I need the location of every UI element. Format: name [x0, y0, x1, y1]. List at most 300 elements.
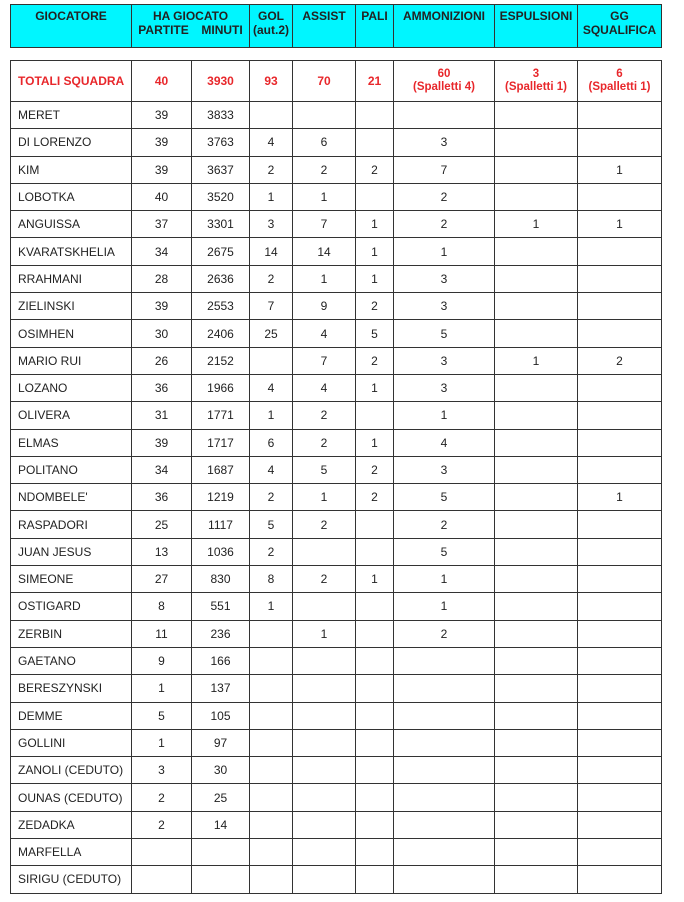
player-yellow: 1: [394, 238, 495, 265]
table-row: [11, 102, 662, 129]
player-minutes: 25: [192, 784, 250, 811]
player-assist: 6: [293, 129, 356, 156]
player-posts: [356, 593, 394, 620]
player-minutes: 1771: [192, 402, 250, 429]
player-yellow: 5: [394, 538, 495, 565]
player-minutes: 14: [192, 811, 250, 838]
player-red: [495, 811, 578, 838]
player-name: RRAHMANI: [11, 265, 132, 292]
player-posts: 2: [356, 347, 394, 374]
totals-yellow-note: (Spalletti 4): [413, 81, 475, 93]
player-minutes: 2553: [192, 293, 250, 320]
col-assist-header: ASSIST: [293, 5, 356, 48]
player-ban: [578, 757, 662, 784]
player-name: POLITANO: [11, 456, 132, 483]
table-row: [11, 839, 662, 866]
player-ban: 1: [578, 211, 662, 238]
player-red: [495, 238, 578, 265]
player-red: [495, 156, 578, 183]
player-goals: 4: [250, 456, 293, 483]
player-posts: [356, 675, 394, 702]
player-posts: 1: [356, 429, 394, 456]
player-minutes: 166: [192, 647, 250, 674]
player-ban: [578, 866, 662, 893]
player-red: [495, 484, 578, 511]
player-assist: [293, 729, 356, 756]
player-matches: 39: [132, 429, 192, 456]
player-yellow: 4: [394, 429, 495, 456]
player-red: [495, 320, 578, 347]
table-row: [11, 538, 662, 565]
player-posts: [356, 647, 394, 674]
player-minutes: 105: [192, 702, 250, 729]
player-posts: 1: [356, 238, 394, 265]
player-posts: [356, 839, 394, 866]
player-ban: [578, 675, 662, 702]
player-assist: 14: [293, 238, 356, 265]
player-minutes: 3833: [192, 102, 250, 129]
player-minutes: 97: [192, 729, 250, 756]
player-posts: [356, 866, 394, 893]
player-ban: [578, 566, 662, 593]
player-yellow: [394, 729, 495, 756]
player-posts: 1: [356, 566, 394, 593]
goals-note: (aut.2): [253, 23, 289, 37]
player-matches: 39: [132, 129, 192, 156]
player-yellow: [394, 647, 495, 674]
player-yellow: [394, 757, 495, 784]
player-yellow: [394, 784, 495, 811]
player-goals: [250, 102, 293, 129]
player-posts: [356, 538, 394, 565]
player-goals: [250, 729, 293, 756]
player-goals: [250, 839, 293, 866]
ban-label: GG: [610, 9, 629, 23]
player-minutes: 1966: [192, 374, 250, 401]
player-goals: 8: [250, 566, 293, 593]
player-assist: 9: [293, 293, 356, 320]
table-row: [11, 484, 662, 511]
player-posts: [356, 511, 394, 538]
player-yellow: 7: [394, 156, 495, 183]
totals-yellow-value: 60: [437, 68, 451, 80]
player-assist: [293, 675, 356, 702]
player-posts: [356, 729, 394, 756]
player-goals: [250, 811, 293, 838]
player-ban: [578, 784, 662, 811]
player-posts: 2: [356, 456, 394, 483]
player-minutes: 830: [192, 566, 250, 593]
player-red: [495, 538, 578, 565]
player-yellow: [394, 102, 495, 129]
table-row: [11, 811, 662, 838]
player-assist: [293, 839, 356, 866]
player-goals: [250, 347, 293, 374]
player-red: [495, 839, 578, 866]
player-assist: 2: [293, 402, 356, 429]
player-name: ZERBIN: [11, 620, 132, 647]
player-name: ANGUISSA: [11, 211, 132, 238]
player-ban: 1: [578, 484, 662, 511]
player-yellow: 1: [394, 402, 495, 429]
table-row: [11, 183, 662, 210]
player-ban: [578, 183, 662, 210]
player-name: NDOMBELE': [11, 484, 132, 511]
player-red: [495, 702, 578, 729]
player-name: OUNAS (CEDUTO): [11, 784, 132, 811]
player-assist: 7: [293, 211, 356, 238]
col-yellow-header: AMMONIZIONI: [394, 5, 495, 48]
table-row: [11, 620, 662, 647]
player-name: DI LORENZO: [11, 129, 132, 156]
player-name: ZANOLI (CEDUTO): [11, 757, 132, 784]
player-matches: 39: [132, 102, 192, 129]
player-goals: 2: [250, 265, 293, 292]
player-red: [495, 293, 578, 320]
player-name: SIMEONE: [11, 566, 132, 593]
player-posts: [356, 784, 394, 811]
player-posts: 2: [356, 156, 394, 183]
player-yellow: 3: [394, 374, 495, 401]
player-matches: 36: [132, 374, 192, 401]
player-goals: 1: [250, 183, 293, 210]
player-matches: 34: [132, 238, 192, 265]
player-posts: [356, 129, 394, 156]
player-red: [495, 757, 578, 784]
player-red: [495, 647, 578, 674]
player-goals: 4: [250, 374, 293, 401]
player-assist: [293, 757, 356, 784]
col-red-header: ESPULSIONI: [495, 5, 578, 48]
player-yellow: [394, 702, 495, 729]
player-name: JUAN JESUS: [11, 538, 132, 565]
player-name: OSTIGARD: [11, 593, 132, 620]
player-goals: 1: [250, 593, 293, 620]
player-red: [495, 374, 578, 401]
player-matches: 1: [132, 675, 192, 702]
player-assist: [293, 538, 356, 565]
player-yellow: 2: [394, 183, 495, 210]
totals-red: [495, 61, 578, 102]
player-matches: 39: [132, 293, 192, 320]
col-ban-header: [578, 5, 662, 48]
player-ban: [578, 293, 662, 320]
stats-table: [10, 60, 662, 894]
totals-ban: [578, 61, 662, 102]
player-assist: [293, 811, 356, 838]
player-minutes: 236: [192, 620, 250, 647]
table-row: [11, 293, 662, 320]
table-row: [11, 729, 662, 756]
player-posts: 5: [356, 320, 394, 347]
player-assist: 1: [293, 484, 356, 511]
player-minutes: 3763: [192, 129, 250, 156]
table-row: [11, 675, 662, 702]
player-red: [495, 129, 578, 156]
player-ban: [578, 402, 662, 429]
player-assist: 4: [293, 320, 356, 347]
player-minutes: 551: [192, 593, 250, 620]
player-name: OSIMHEN: [11, 320, 132, 347]
player-name: OLIVERA: [11, 402, 132, 429]
table-row: [11, 429, 662, 456]
player-matches: [132, 839, 192, 866]
table-row: [11, 593, 662, 620]
table-row: [11, 265, 662, 292]
player-ban: 2: [578, 347, 662, 374]
player-name: MARIO RUI: [11, 347, 132, 374]
player-minutes: 1036: [192, 538, 250, 565]
player-ban: [578, 102, 662, 129]
player-posts: [356, 620, 394, 647]
player-red: [495, 620, 578, 647]
player-name: KVARATSKHELIA: [11, 238, 132, 265]
player-red: [495, 429, 578, 456]
player-matches: 25: [132, 511, 192, 538]
totals-yellow: [394, 61, 495, 102]
player-goals: [250, 702, 293, 729]
table-row: [11, 757, 662, 784]
player-assist: 1: [293, 183, 356, 210]
player-name: MARFELLA: [11, 839, 132, 866]
table-row: [11, 647, 662, 674]
player-yellow: [394, 866, 495, 893]
player-posts: [356, 102, 394, 129]
player-red: [495, 593, 578, 620]
player-red: [495, 456, 578, 483]
player-matches: 3: [132, 757, 192, 784]
player-matches: 5: [132, 702, 192, 729]
totals-ban-note: (Spalletti 1): [588, 81, 651, 93]
player-name: SIRIGU (CEDUTO): [11, 866, 132, 893]
player-minutes: 3637: [192, 156, 250, 183]
player-yellow: 3: [394, 456, 495, 483]
player-matches: 37: [132, 211, 192, 238]
player-posts: [356, 757, 394, 784]
col-goals-header: [250, 5, 293, 48]
player-goals: [250, 757, 293, 784]
player-yellow: 2: [394, 211, 495, 238]
player-yellow: 3: [394, 129, 495, 156]
player-matches: 9: [132, 647, 192, 674]
header-table: [10, 4, 662, 48]
player-matches: 39: [132, 156, 192, 183]
player-red: [495, 265, 578, 292]
table-row: [11, 511, 662, 538]
player-minutes: 137: [192, 675, 250, 702]
player-minutes: 1687: [192, 456, 250, 483]
table-row: [11, 156, 662, 183]
totals-name: TOTALI SQUADRA: [11, 61, 132, 102]
player-yellow: 1: [394, 566, 495, 593]
player-red: [495, 511, 578, 538]
table-row: [11, 702, 662, 729]
player-ban: [578, 620, 662, 647]
player-assist: [293, 702, 356, 729]
player-matches: 13: [132, 538, 192, 565]
table-row: [11, 866, 662, 893]
player-minutes: [192, 866, 250, 893]
player-posts: [356, 183, 394, 210]
player-posts: 2: [356, 293, 394, 320]
player-goals: 5: [250, 511, 293, 538]
ban-label-2: SQUALIFICA: [582, 23, 657, 37]
player-matches: 26: [132, 347, 192, 374]
totals-ban-value: 6: [616, 68, 623, 80]
player-matches: 40: [132, 183, 192, 210]
player-yellow: [394, 811, 495, 838]
totals-red-value: 3: [532, 68, 540, 80]
player-assist: 1: [293, 620, 356, 647]
player-yellow: [394, 839, 495, 866]
player-ban: [578, 729, 662, 756]
player-assist: 2: [293, 156, 356, 183]
player-goals: [250, 620, 293, 647]
played-label: HA GIOCATO: [152, 9, 229, 23]
player-ban: [578, 129, 662, 156]
player-posts: [356, 702, 394, 729]
player-assist: 7: [293, 347, 356, 374]
player-goals: 2: [250, 538, 293, 565]
player-goals: 14: [250, 238, 293, 265]
table-row: [11, 784, 662, 811]
player-red: [495, 729, 578, 756]
table-row: [11, 238, 662, 265]
player-ban: [578, 593, 662, 620]
player-matches: 2: [132, 784, 192, 811]
table-row: [11, 456, 662, 483]
player-yellow: 3: [394, 347, 495, 374]
player-ban: [578, 374, 662, 401]
player-posts: 1: [356, 374, 394, 401]
col-posts-header: PALI: [356, 5, 394, 48]
player-assist: [293, 866, 356, 893]
col-played-header: [132, 5, 250, 48]
player-matches: 27: [132, 566, 192, 593]
player-goals: [250, 784, 293, 811]
player-minutes: [192, 839, 250, 866]
player-posts: 1: [356, 211, 394, 238]
player-red: [495, 566, 578, 593]
player-assist: [293, 102, 356, 129]
player-assist: 1: [293, 265, 356, 292]
player-minutes: 3301: [192, 211, 250, 238]
player-posts: [356, 402, 394, 429]
player-minutes: 2675: [192, 238, 250, 265]
player-ban: 1: [578, 156, 662, 183]
player-goals: 2: [250, 156, 293, 183]
totals-assist: 70: [293, 61, 356, 102]
player-ban: [578, 511, 662, 538]
table-row: [11, 129, 662, 156]
table-row: [11, 320, 662, 347]
col-player-header: GIOCATORE: [11, 5, 132, 48]
player-assist: 2: [293, 429, 356, 456]
player-name: LOBOTKA: [11, 183, 132, 210]
player-matches: 28: [132, 265, 192, 292]
player-minutes: 2406: [192, 320, 250, 347]
player-red: [495, 402, 578, 429]
player-yellow: 5: [394, 484, 495, 511]
player-red: [495, 675, 578, 702]
player-name: MERET: [11, 102, 132, 129]
player-red: [495, 183, 578, 210]
player-ban: [578, 429, 662, 456]
player-minutes: 2152: [192, 347, 250, 374]
player-matches: 31: [132, 402, 192, 429]
player-assist: 4: [293, 374, 356, 401]
player-name: LOZANO: [11, 374, 132, 401]
player-matches: 2: [132, 811, 192, 838]
player-name: ELMAS: [11, 429, 132, 456]
goals-label: GOL: [258, 9, 284, 23]
player-assist: [293, 593, 356, 620]
player-yellow: 5: [394, 320, 495, 347]
table-row: [11, 347, 662, 374]
player-name: RASPADORI: [11, 511, 132, 538]
player-red: [495, 102, 578, 129]
player-red: [495, 784, 578, 811]
player-name: DEMME: [11, 702, 132, 729]
totals-red-note: (Spalletti 1): [505, 81, 567, 93]
player-goals: 2: [250, 484, 293, 511]
table-row: [11, 402, 662, 429]
player-goals: [250, 866, 293, 893]
player-ban: [578, 811, 662, 838]
player-minutes: 1219: [192, 484, 250, 511]
player-posts: [356, 811, 394, 838]
table-row: [11, 211, 662, 238]
player-minutes: 1717: [192, 429, 250, 456]
player-red: 1: [495, 211, 578, 238]
player-minutes: 2636: [192, 265, 250, 292]
player-name: BERESZYNSKI: [11, 675, 132, 702]
player-minutes: 1117: [192, 511, 250, 538]
totals-matches: 40: [132, 61, 192, 102]
player-assist: 2: [293, 566, 356, 593]
player-red: [495, 866, 578, 893]
player-name: KIM: [11, 156, 132, 183]
player-ban: [578, 702, 662, 729]
player-ban: [578, 839, 662, 866]
player-goals: [250, 647, 293, 674]
player-minutes: 3520: [192, 183, 250, 210]
player-goals: 1: [250, 402, 293, 429]
player-yellow: 3: [394, 293, 495, 320]
player-name: ZEDADKA: [11, 811, 132, 838]
player-ban: [578, 238, 662, 265]
player-posts: 2: [356, 484, 394, 511]
player-posts: 1: [356, 265, 394, 292]
player-name: GOLLINI: [11, 729, 132, 756]
player-goals: [250, 675, 293, 702]
player-assist: 2: [293, 511, 356, 538]
player-matches: 8: [132, 593, 192, 620]
minutes-label: MINUTI: [201, 23, 243, 37]
totals-minutes: 3930: [192, 61, 250, 102]
player-red: 1: [495, 347, 578, 374]
player-ban: [578, 647, 662, 674]
totals-posts: 21: [356, 61, 394, 102]
player-matches: 1: [132, 729, 192, 756]
player-ban: [578, 456, 662, 483]
table-row: [11, 566, 662, 593]
player-assist: [293, 647, 356, 674]
player-name: ZIELINSKI: [11, 293, 132, 320]
player-yellow: [394, 675, 495, 702]
player-yellow: 3: [394, 265, 495, 292]
player-goals: 7: [250, 293, 293, 320]
